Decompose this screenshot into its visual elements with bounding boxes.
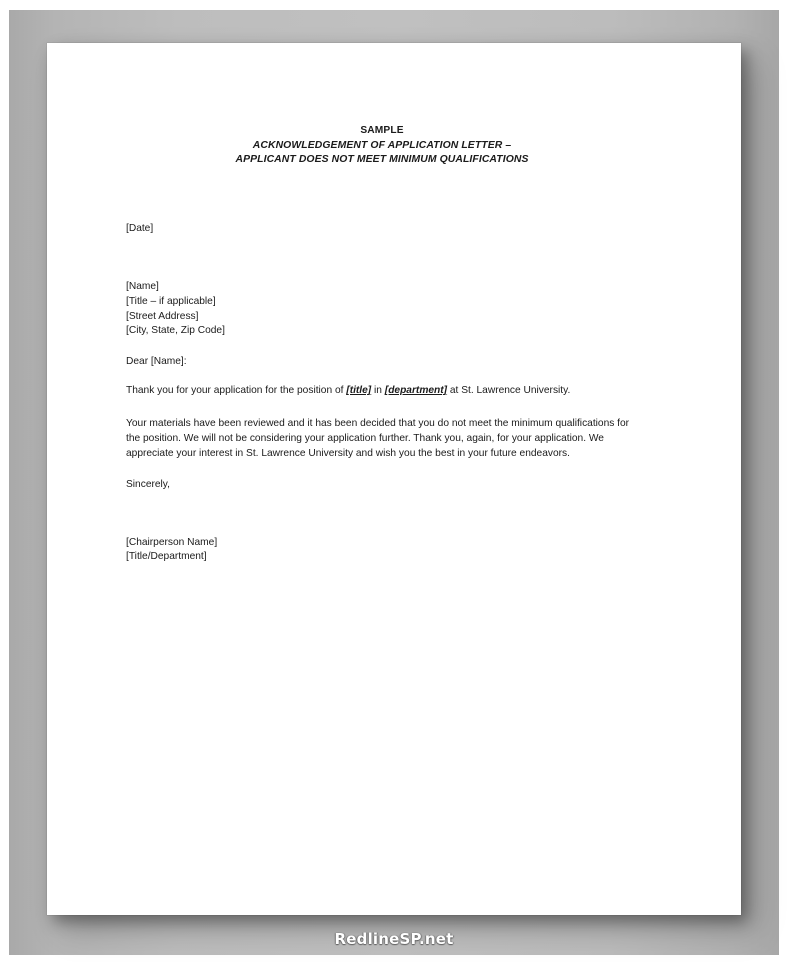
recipient-street-address: [Street Address]: [126, 310, 199, 322]
heading-qualification-line: APPLICANT DOES NOT MEET MINIMUM QUALIFICATIONS: [235, 154, 529, 166]
recipient-name: [Name]: [126, 281, 159, 293]
date-placeholder: [Date]: [126, 222, 154, 234]
letter-heading: [126, 124, 638, 168]
title-placeholder-token: [title]: [346, 385, 372, 397]
letter-content: [126, 43, 638, 565]
recipient-address-block: [126, 280, 638, 339]
signature-name: [Chairperson Name]: [126, 536, 218, 548]
intro-text-after-department: at St. Lawrence University.: [447, 385, 571, 397]
paragraph-intro: [126, 384, 638, 399]
heading-letter-type-line: ACKNOWLEDGEMENT OF APPLICATION LETTER –: [252, 139, 512, 151]
department-placeholder-token: [department]: [384, 385, 448, 397]
closing-line: Sincerely,: [126, 479, 170, 491]
recipient-title: [Title – if applicable]: [126, 296, 216, 308]
signature-block: [126, 536, 638, 565]
watermark-label: RedlineSP.net: [334, 929, 454, 948]
document-page: [47, 43, 741, 915]
salutation-line: Dear [Name]:: [126, 356, 187, 368]
paragraph-body: Your materials have been reviewed and it has been decided that you do not meet the minimum qualifications for the position. We will not be considering your application further. Thank you, again, for your application. We appreciate your interest in St. Lawrence University and wish you the best in your future endeavors.: [126, 417, 630, 460]
intro-text-between-tokens: in: [371, 385, 385, 397]
signature-title: [Title/Department]: [126, 551, 207, 563]
intro-text-before-title: Thank you for your application for the position of: [126, 385, 347, 397]
heading-sample-label: SAMPLE: [360, 125, 404, 136]
recipient-city-state-zip: [City, State, Zip Code]: [126, 325, 225, 337]
